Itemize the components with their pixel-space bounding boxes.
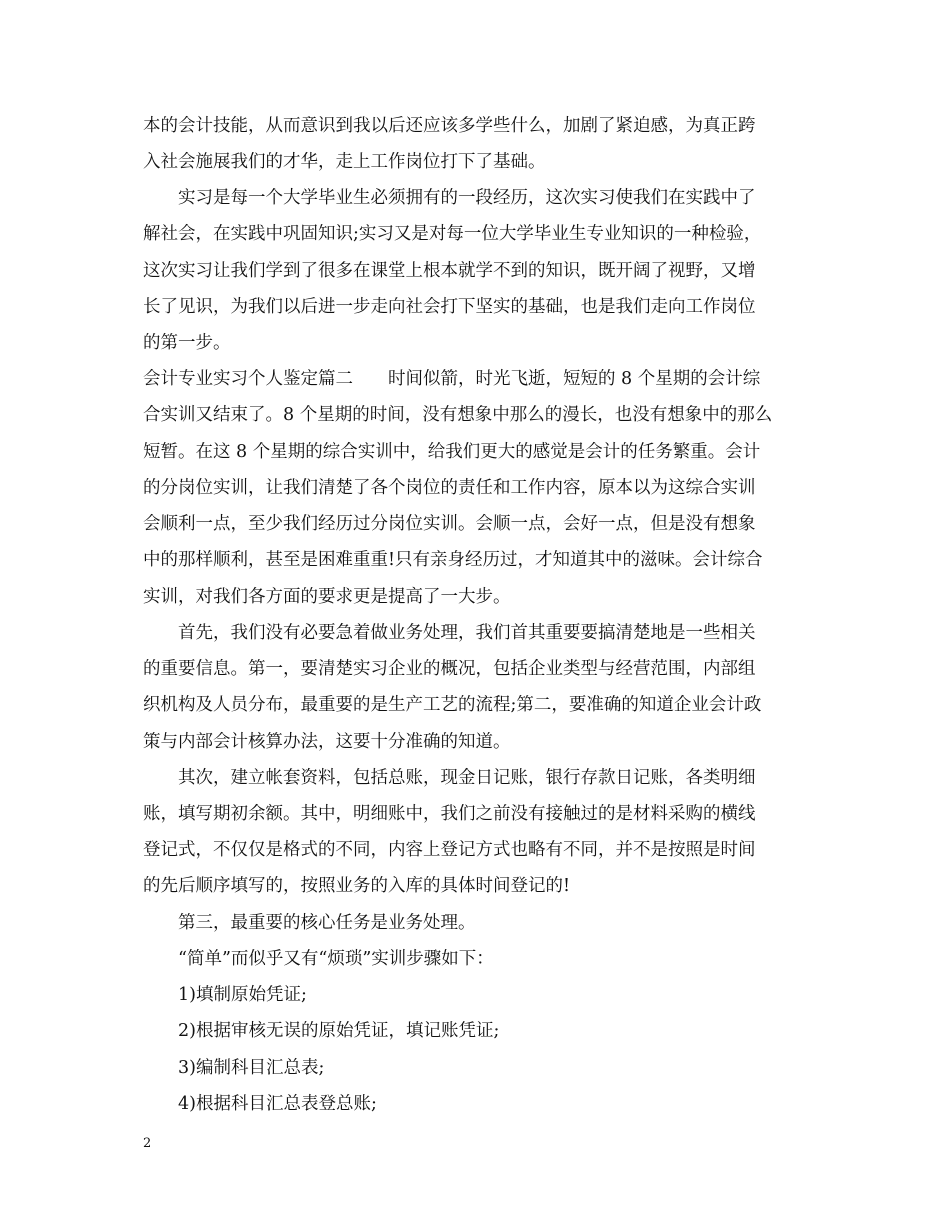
text-line: 2)根据审核无误的原始凭证，填记账凭证; (178, 1021, 500, 1041)
text-line: 3)编制科目汇总表; (178, 1058, 325, 1078)
text-line: 合实训又结束了。8 个星期的时间，没有想象中那么的漫长，也没有想象中的那么 (143, 405, 773, 425)
text-line: 长了见识，为我们以后进一步走向社会打下坚实的基础，也是我们走向工作岗位 (143, 297, 756, 317)
text-line: 登记式，不仅仅是格式的不同，内容上登记方式也略有不同，并不是按照是时间 (143, 840, 756, 860)
text-line: 会计专业实习个人鉴定篇二 时间似箭，时光飞逝，短短的 8 个星期的会计综 (143, 369, 761, 389)
page-number: 2 (143, 1136, 152, 1151)
text-line: 账，填写期初余额。其中，明细账中，我们之前没有接触过的是材料采购的横线 (143, 804, 756, 824)
text-line: 第三，最重要的核心任务是业务处理。 (178, 913, 476, 933)
text-line: 实训，对我们各方面的要求更是提高了一大步。 (143, 587, 511, 607)
text-line: 解社会，在实践中巩固知识;实习又是对每一位大学毕业生专业知识的一种检验， (143, 224, 762, 244)
text-line: 会顺利一点，至少我们经历过分岗位实训。会顺一点，会好一点，但是没有想象 (143, 514, 756, 534)
text-line: 1)填制原始凭证; (178, 985, 307, 1005)
text-line: 首先，我们没有必要急着做业务处理，我们首其重要要搞清楚地是一些相关 (178, 623, 756, 643)
text-line: 策与内部会计核算办法，这要十分准确的知道。 (143, 732, 511, 752)
text-line: 织机构及人员分布，最重要的是生产工艺的流程;第二，要准确的知道企业会计政 (143, 695, 762, 715)
text-line: 实习是每一个大学毕业生必须拥有的一段经历，这次实习使我们在实践中了 (178, 188, 756, 208)
text-line: “简单”而似乎又有“烦琐”实训步骤如下： (178, 949, 494, 969)
text-line: 短暂。在这 8 个星期的综合实训中，给我们更大的感觉是会计的任务繁重。会计 (143, 442, 761, 462)
text-line: 的第一步。 (143, 333, 231, 353)
text-line: 4)根据科目汇总表登总账; (178, 1094, 377, 1114)
text-line: 的重要信息。第一，要清楚实习企业的概况，包括企业类型与经营范围，内部组 (143, 659, 756, 679)
text-line: 入社会施展我们的才华，走上工作岗位打下了基础。 (143, 152, 546, 172)
text-line: 中的那样顺利，甚至是困难重重!只有亲身经历过，才知道其中的滋味。会计综合 (143, 550, 763, 570)
text-line: 本的会计技能，从而意识到我以后还应该多学些什么，加剧了紧迫感，为真正跨 (143, 116, 756, 136)
text-line: 这次实习让我们学到了很多在课堂上根本就学不到的知识，既开阔了视野，又增 (143, 261, 756, 281)
text-line: 的先后顺序填写的，按照业务的入库的具体时间登记的! (143, 876, 571, 896)
text-line: 其次，建立帐套资料，包括总账，现金日记账，银行存款日记账，各类明细 (178, 768, 756, 788)
text-line: 的分岗位实训，让我们清楚了各个岗位的责任和工作内容，原本以为这综合实训 (143, 478, 756, 498)
